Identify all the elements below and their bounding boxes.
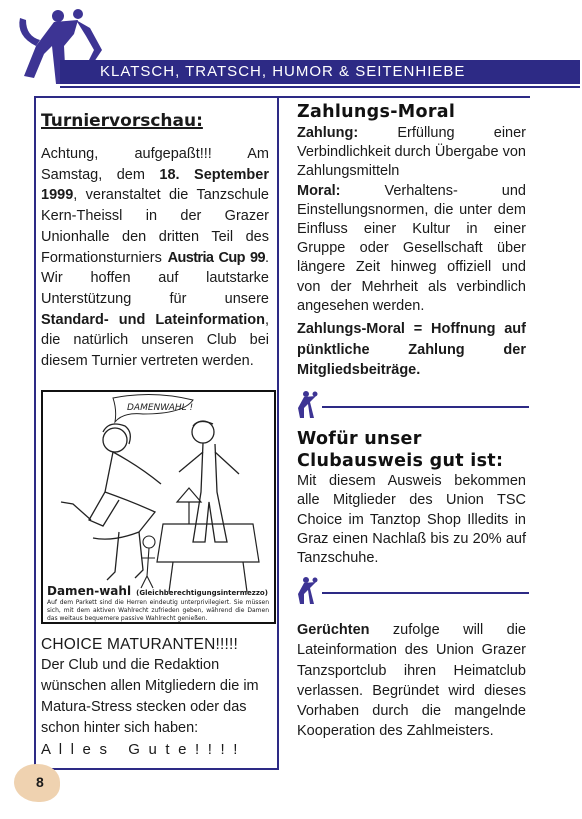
page-number: 8 — [36, 774, 44, 790]
cartoon-caption-text: Auf dem Parkett sind die Herren eindeutig unterprivilegiert. Sie müssen sich, mit dem aktiven Wahlrecht zufrieden geben, während die Damen das weitaus bequemere passive Wahlrecht genießen. — [47, 599, 269, 622]
zahlung-section — [297, 100, 526, 381]
divider-line — [322, 406, 529, 408]
geruechte-section — [297, 620, 526, 742]
cartoon-caption-title: Damen-wahl — [47, 584, 132, 598]
zahlung-term-1: Zahlung: — [297, 125, 359, 141]
geruechte-text: zufolge will die Lateinformation des Union Grazer Tanzsportclub ihren Heimatclub verlassen. Begründet wird dieses Vorhaben durch die mangelnde Kooperation des Zahlmeisters. — [297, 622, 526, 740]
cartoon-caption — [47, 580, 269, 623]
turnier-p1: Achtung, aufgepaßt!!! Am Samstag, dem — [41, 146, 269, 183]
banner-rule — [60, 86, 580, 88]
turnier-cup: Austria Cup 99 — [167, 249, 265, 266]
zahlung-def-1-text: Erfüllung einer Verbindlichkeit durch Übergabe von Zahlungsmitteln — [297, 125, 526, 180]
turnier-p3: . Wir hoffen auf lautstarke Unterstützung für unsere — [41, 249, 269, 307]
zahlung-def-2-text: Verhaltens- und Einstellungsnormen, die unter dem Einfluss einer Kultur in einer Gruppe oder Gesellschaft über längere Zeit hinweg offiziell und von der Mehrheit als verbindlich angesehen werden. — [297, 182, 526, 314]
maturanten-heading: CHOICE MATURANTEN!!!!! — [41, 636, 239, 653]
banner-title: KLATSCH, TRATSCH, HUMOR & SEITENHIEBE — [100, 63, 466, 80]
zahlung-def-2 — [297, 182, 526, 316]
turnier-date: 18. September 1999 — [41, 166, 269, 204]
zahlung-conclusion: Zahlungs-Moral = Hoffnung auf pünktliche Zahlung der Mitgliedsbeiträge. — [297, 321, 526, 379]
frame-top-right — [276, 96, 530, 98]
dancer-divider-icon — [296, 390, 322, 420]
zahlung-heading: Zahlungs-Moral — [297, 102, 456, 122]
turnier-heading: Turniervorschau: — [41, 111, 203, 131]
maturanten-text: Der Club und die Redaktion wünschen allen Mitgliedern die im Matura-Stress stecken oder das schon hinter sich haben: — [41, 657, 259, 736]
turnier-p4: , die natürlich unseren Club bei diesem Turnier vertreten werden. — [41, 311, 269, 370]
dancer-divider-icon — [296, 576, 322, 606]
cartoon-speech: DAMENWAHL ! — [127, 403, 194, 413]
geruechte-lead: Gerüchten — [297, 622, 370, 638]
zahlung-def-1 — [297, 124, 526, 182]
divider-line — [322, 592, 529, 594]
maturanten-section — [41, 635, 269, 761]
ausweis-section — [297, 428, 526, 568]
maturanten-closing: A l l e s G u t e ! ! ! ! — [41, 741, 240, 758]
turnier-text — [41, 144, 269, 372]
zahlung-term-2: Moral: — [297, 182, 341, 199]
ausweis-heading: Wofür unser Clubausweis gut ist: — [297, 429, 504, 471]
turnier-p2: , veranstaltet die Tanzschule Kern-Theissl in der Grazer Unionhalle den dritten Teil des Formationsturniers — [41, 187, 269, 266]
ausweis-text: Mit diesem Ausweis bekommen alle Mitglieder des Union TSC Choice im Tanztop Shop Illedits in Graz einen Nachlaß bis zu 20% auf Tanzschuhe. — [297, 473, 526, 567]
turnier-teams: Standard- und Lateinformation — [41, 311, 265, 328]
cartoon-image — [41, 390, 276, 624]
cartoon-caption-sub: (Gleichberechtigungsintermezzo) — [136, 589, 268, 597]
